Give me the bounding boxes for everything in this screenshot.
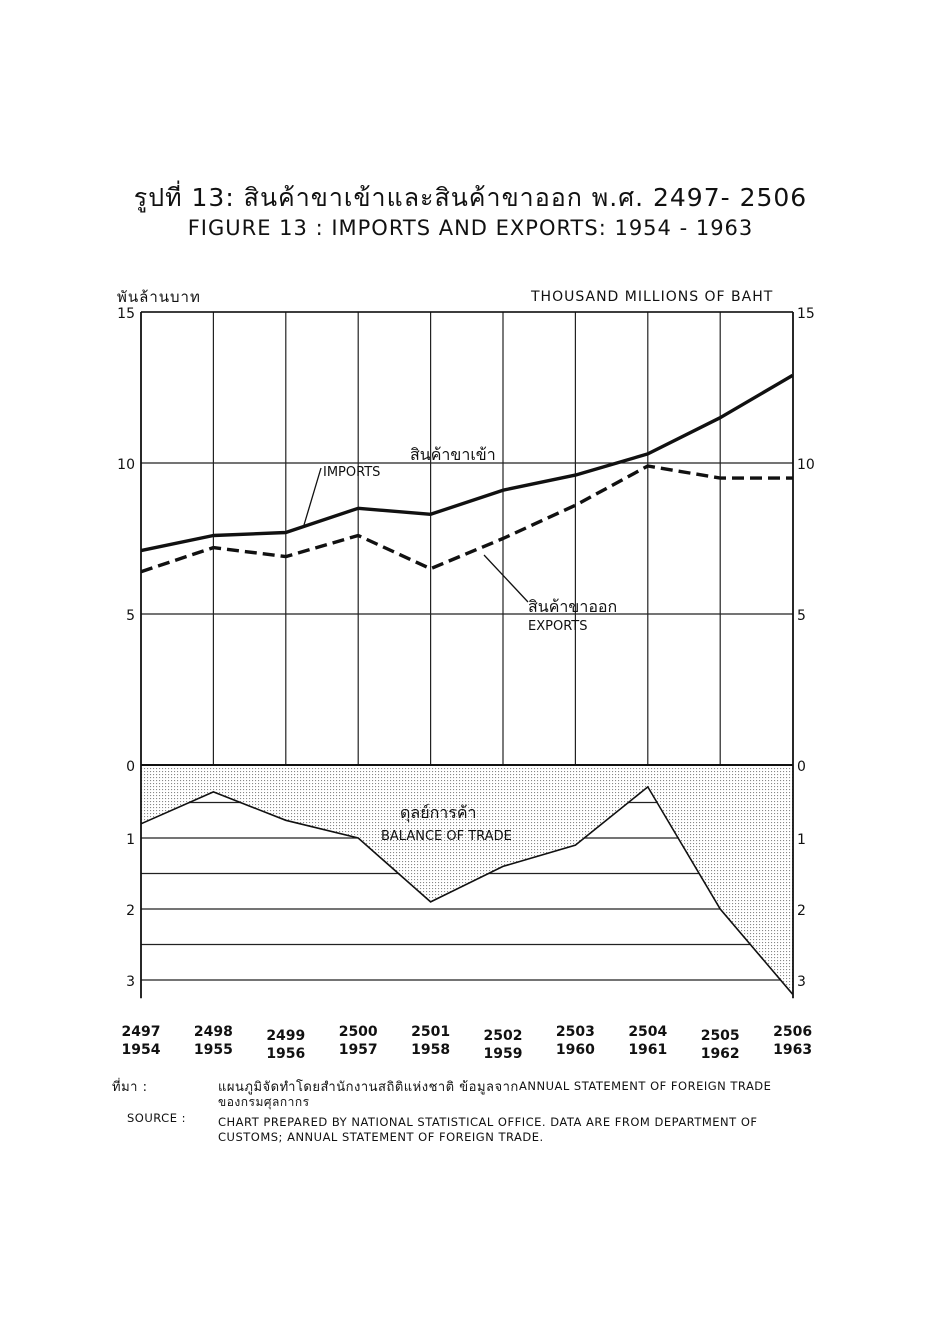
balance-tick-label-left: 2 xyxy=(126,903,135,919)
y-tick-label-right: 15 xyxy=(797,306,815,322)
y-tick-label-left: 10 xyxy=(117,457,135,473)
x-tick-label-thai: 2502 xyxy=(483,1028,523,1044)
balance-tick-label-left: 3 xyxy=(126,974,135,990)
exports-leader-line xyxy=(484,555,528,602)
source-text-thai-line2: ของกรมศุลกากร xyxy=(218,1095,310,1109)
imports-label-thai: สินค้าขาเข้า xyxy=(410,445,496,464)
series-lines xyxy=(141,375,793,572)
balance-tick-label-left: 1 xyxy=(126,832,135,848)
x-tick-label: 1957 xyxy=(338,1042,378,1058)
chart-title-english: FIGURE 13 : IMPORTS AND EXPORTS: 1954 - 1963 xyxy=(187,216,754,240)
balance-tick-label-right: 3 xyxy=(797,974,806,990)
x-tick-label: 1958 xyxy=(411,1042,451,1058)
balance-label: BALANCE OF TRADE xyxy=(381,829,512,844)
y-tick-label-left: 15 xyxy=(117,306,135,322)
unit-label-thai: พันล้านบาท xyxy=(117,288,201,306)
x-tick-label-thai: 2500 xyxy=(338,1024,378,1040)
exports-label-thai: สินค้าขาออก xyxy=(528,597,618,616)
x-tick-label-thai: 2503 xyxy=(555,1024,595,1040)
chart-title-thai: รูปที่ 13: สินค้าขาเข้าและสินค้าขาออก พ.ศ. 2497- 2506 xyxy=(133,183,808,212)
y-tick-label-right: 5 xyxy=(797,608,806,624)
balance-tick-label-right: 1 xyxy=(797,832,806,848)
exports-line xyxy=(141,466,793,572)
source-text-english-line1: CHART PREPARED BY NATIONAL STATISTICAL OFFICE. DATA ARE FROM DEPARTMENT OF xyxy=(218,1115,758,1129)
x-tick-label-thai: 2497 xyxy=(121,1024,161,1040)
source-text-thai: แผนภูมิจัดทำโดยสำนักงานสถิติแห่งชาติ ข้อมูลจาก xyxy=(218,1080,519,1095)
y-tick-label-left: 0 xyxy=(126,759,135,775)
x-tick-label-thai: 2501 xyxy=(411,1024,451,1040)
source-text-english-line2: CUSTOMS; ANNUAL STATEMENT OF FOREIGN TRADE. xyxy=(218,1130,544,1144)
x-tick-label: 1963 xyxy=(773,1042,813,1058)
axis-labels xyxy=(117,306,815,1062)
balance-shading xyxy=(141,767,793,994)
y-tick-label-left: 5 xyxy=(126,608,135,624)
x-tick-label: 1962 xyxy=(700,1046,740,1062)
x-tick-label: 1961 xyxy=(628,1042,668,1058)
y-tick-label-right: 10 xyxy=(797,457,815,473)
plot-frame xyxy=(141,312,793,998)
unit-label-english: THOUSAND MILLIONS OF BAHT xyxy=(531,289,774,305)
x-tick-label: 1955 xyxy=(193,1042,233,1058)
x-tick-label-thai: 2499 xyxy=(266,1028,306,1044)
source-label-english: SOURCE : xyxy=(127,1111,187,1125)
balance-tick-label-right: 2 xyxy=(797,903,806,919)
source-label-thai: ที่มา : xyxy=(112,1080,148,1095)
x-tick-label-thai: 2505 xyxy=(700,1028,740,1044)
balance-label-thai: ดุลย์การค้า xyxy=(400,803,477,822)
exports-label: EXPORTS xyxy=(528,619,588,634)
imports-label: IMPORTS xyxy=(323,465,381,480)
x-tick-label-thai: 2506 xyxy=(773,1024,813,1040)
x-tick-label-thai: 2504 xyxy=(628,1024,668,1040)
x-tick-label: 1956 xyxy=(266,1046,306,1062)
y-tick-label-right: 0 xyxy=(797,759,806,775)
x-tick-label: 1954 xyxy=(121,1042,161,1058)
imports-leader-line xyxy=(304,468,321,525)
x-tick-label-thai: 2498 xyxy=(193,1024,233,1040)
source-text-thai-english: ANNUAL STATEMENT OF FOREIGN TRADE xyxy=(519,1079,772,1093)
x-tick-label: 1959 xyxy=(483,1046,523,1062)
x-tick-label: 1960 xyxy=(555,1042,595,1058)
